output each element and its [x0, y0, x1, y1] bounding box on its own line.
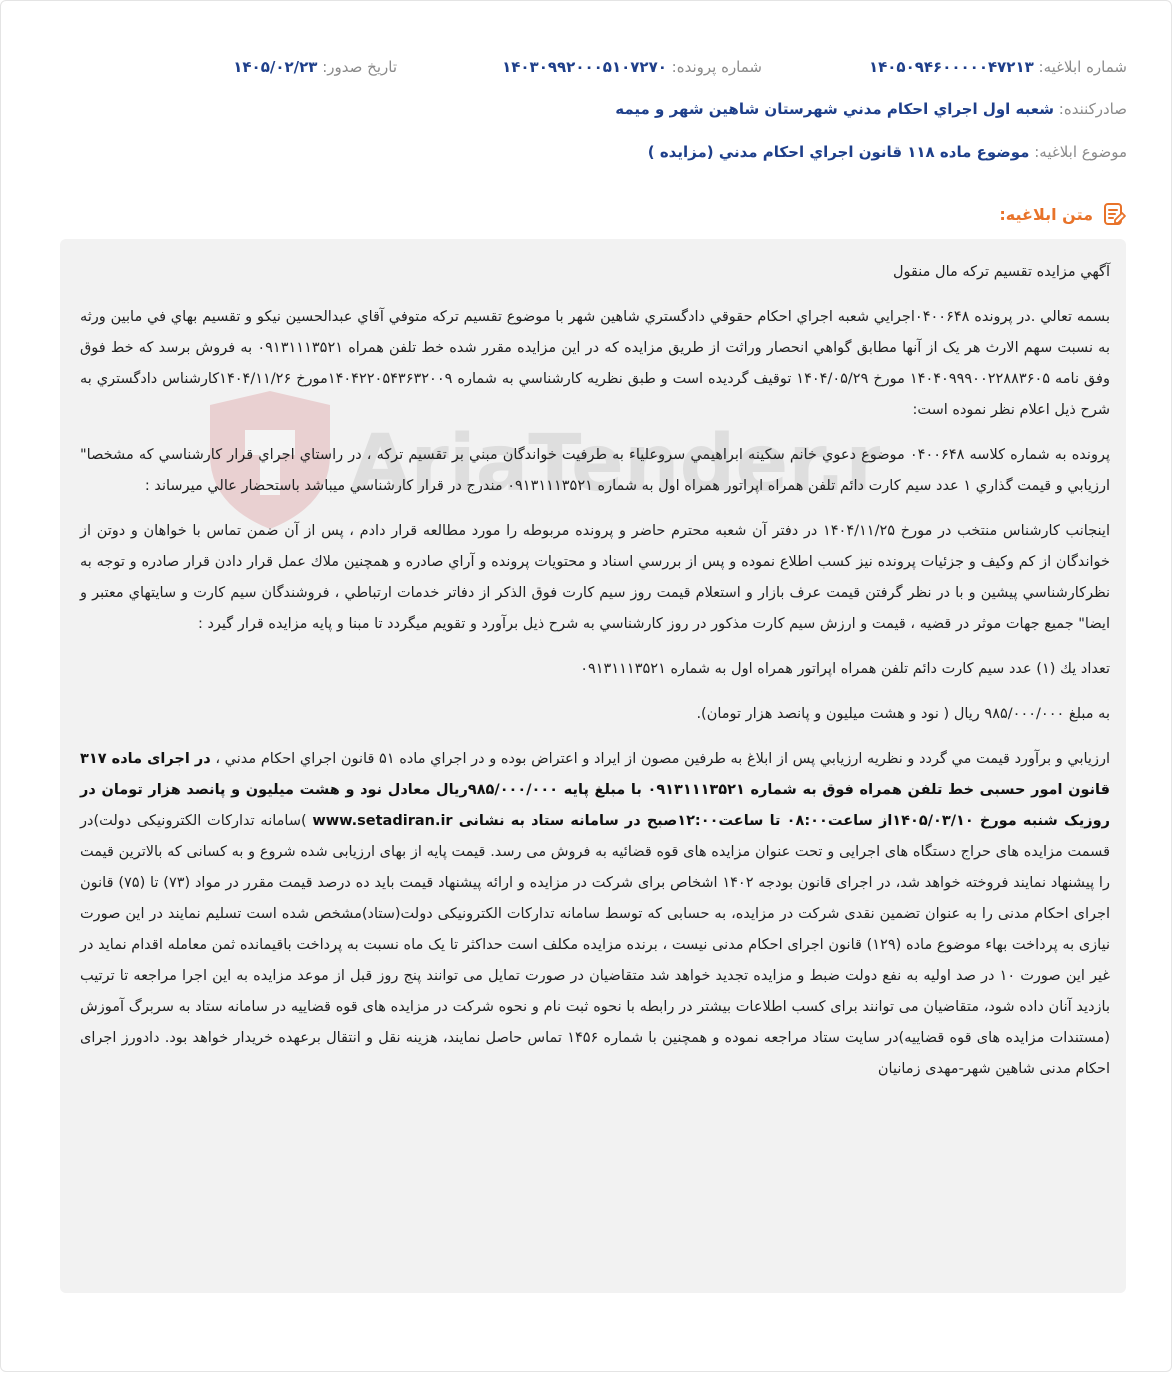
case-number-label: شماره پرونده: — [671, 58, 762, 76]
notification-number — [869, 58, 1127, 76]
notice-paragraph: تعداد يك (۱) عدد سيم کارت دائم تلفن همراه اپراتور همراه اول به شماره ۰۹۱۳۱۱۱۳۵۲۱ — [580, 661, 1110, 677]
header-row — [47, 58, 1127, 82]
subject-row — [47, 143, 1127, 161]
case-number — [502, 58, 762, 76]
notice-heading: آگهي مزايده تقسيم ترکه مال منقول — [892, 264, 1110, 280]
notice-paragraph: بسمه تعالي .در پرونده ۰۴۰۰۶۴۸اجرايي شعبه اجراي احکام حقوقي دادگستري شاهين شهر با موضوع تقسيم ترکه متوفي آقاي عبدالحسين نيکو و تقسيم بهاي في مابين ورثه به نسبت سهم الارث هر يک از آنها مطابق گواهي انحصار وراثت از طريق مزايده که در اين مزايده مقرر شده خط تلفن همراه ۰۹۱۳۱۱۱۳۵۲۱ به فروش برسد که خط فوق وفق نامه ۱۴۰۴۰۹۹۹۰۰۲۲۸۸۳۶۰۵ مورخ ۱۴۰۴/۰۵/۲۹ توقيف گرديده است و طبق نظريه کارشناسي به شماره ۱۴۰۴۲۲۰۵۴۳۶۳۲۰۰۹مورخ ۱۴۰۴/۱۱/۲۶کارشناس دادگستري به شرح ذيل اعلام نظر نموده است: — [80, 309, 1111, 418]
section-title: متن ابلاغيه: — [999, 204, 1093, 224]
notification-number-value: ۱۴۰۵۰۹۴۶۰۰۰۰۰۴۷۲۱۳ — [868, 58, 1034, 76]
issue-date — [233, 58, 397, 76]
issue-date-value: ۱۴۰۵/۰۲/۲۳ — [233, 58, 318, 76]
issue-date-label: تاريخ صدور: — [322, 58, 397, 76]
notification-number-label: شماره ابلاغيه: — [1038, 58, 1127, 76]
notice-paragraph: به مبلغ ۹۸۵/۰۰۰/۰۰۰ ريال ( نود و هشت ميليون و پانصد هزار تومان). — [696, 706, 1110, 722]
subject-label: موضوع ابلاغيه: — [1034, 143, 1127, 161]
notice-paragraph: پرونده به شماره کلاسه ۰۴۰۰۶۴۸ موضوع دعوي خانم سکينه ابراهيمي سروعلياء به طرفيت خواندگان مبني بر تقسيم ترکه ، در راستاي اجراي قرار کارشناسي که مشخصا" ارزيابي و قيمت گذاري ۱ عدد سيم کارت دائم تلفن همراه اپراتور همراه اول به شماره ۰۹۱۳۱۱۱۳۵۲۱ مندرج در قرار کارشناسي ميباشد باستحضار عالي ميرساند : — [80, 447, 1110, 494]
subject-value: موضوع ماده ۱۱۸ قانون اجراي احکام مدني (مزايده ) — [647, 143, 1030, 161]
document-icon — [1101, 201, 1127, 227]
auction-intro: ارزيابي و برآورد قيمت مي گردد و نظريه ارزيابي پس از ابلاغ به طرفين مصون از ايراد و اعتراض بوده و در اجراي ماده ۵۱ قانون اجراي احکام مدني ، — [210, 751, 1110, 767]
issuer-row — [47, 100, 1127, 118]
auction-terms-bold: در اجرای ماده ۳۱۷ قانون امور حسبی خط تلفن همراه فوق به شماره ۰۹۱۳۱۱۱۳۵۲۱ با مبلغ پایه ۹۸۵/۰۰۰/۰۰۰ریال معادل نود و هشت میلیون و پانصد هزار تومان در روزیک شنبه مورخ ۱۴۰۵/۰۳/۱۰از ساعت۰۸:۰۰ تا ساعت۱۲:۰۰صبح در سامانه ستاد به نشانی www.setadiran.ir — [80, 751, 1111, 829]
issuer-label: صادرکننده: — [1058, 100, 1127, 118]
auction-details: )سامانه تدارکات الکترونیکی دولت)در قسمت مزایده های حراج دستگاه های اجرایی و تحت عنوان مزایده های قوه قضائیه به فروش می رسد. قیمت پایه از بهای ارزیابی شده شروع و به کسانی که بالاترین قیمت را پیشنهاد نمایند فروخته خواهد شد، در اجرای قانون بودجه ۱۴۰۲ اشخاص برای شرکت در مزایده و ارائه پیشنهاد قیمت باید ده درصد قیمت مقرر در مواد (۷۳) تا (۷۵) قانون اجرای احکام مدنی را به عنوان تضمین نقدی شرکت در مزایده، به حسابی که توسط سامانه تدارکات الکترونیکی دولت(ستاد)مشخص شده است تسلیم نمایند در این صورت نیازی به پرداخت بهاء موضوع ماده (۱۲۹) قانون اجرای احکام مدنی نیست ، برنده مزایده مکلف است حداکثر تا یک ماه نسبت به پرداخت باقیمانده ثمن معامله اقدام نماید در غیر این صورت ۱۰ در صد اولیه به نفع دولت ضبط و مزایده تجدید خواهد شد متقاضیان در صورت تمایل می توانند پنج روز قبل از موعد مزایده به این اجرا مراجعه تا ترتیب بازدید آنان داده شود، متقاضیان می توانند برای کسب اطلاعات بیشتر در رابطه با نحوه ثبت نام و نحوه شرکت در مزایده های قوه قضاییه در سامانه ستاد به سربرگ آموزش (مستندات مزایده های قوه قضاییه)در سایت ستاد مراجعه نموده و همچنین با شماره ۱۴۵۶ تماس حاصل نمایند، هزینه نقل و انتقال برعهده خریدار خواهد بود. دادورز اجرای احکام مدنی شاهین شهر-مهدی زمانیان — [80, 813, 1111, 1077]
case-number-value: ۱۴۰۳۰۹۹۲۰۰۰۵۱۰۷۲۷۰ — [502, 58, 667, 76]
notice-body — [80, 257, 1110, 1099]
notice-paragraph-auction — [80, 744, 1110, 1085]
section-header — [999, 200, 1127, 228]
issuer-value: شعبه اول اجراي احکام مدني شهرستان شاهين شهر و ميمه — [615, 100, 1054, 118]
notice-paragraph: اينجانب کارشناس منتخب در مورخ ۱۴۰۴/۱۱/۲۵ در دفتر آن شعبه محترم حاضر و پرونده مربوطه را مورد مطالعه قرار دادم ، پس از آن ضمن تماس با خواهان و دوتن از خواندگان از کم وکيف و جزئيات پرونده نيز کسب اطلاع نموده و پس از بررسي اسناد و محتويات پرونده و آراي صادره و همچنين ملاك عمل قرار دادن قرار صادره و توجه به نظرکارشناسي پيشين و با در نظر گرفتن قيمت عرف بازار و استعلام قيمت روز سيم کارت فوق الذکر از دفاتر خدمات ارتباطي ، فروشندگان سيم کارت و سايتهاي معتبر و ايضا" جميع جهات موثر در قضيه ، قيمت و ارزش سيم کارت مذکور در روز کارشناسي به شرح ذيل برآورد و تقويم ميگردد تا مبنا و پايه مزايده قرار گيرد : — [80, 523, 1110, 632]
